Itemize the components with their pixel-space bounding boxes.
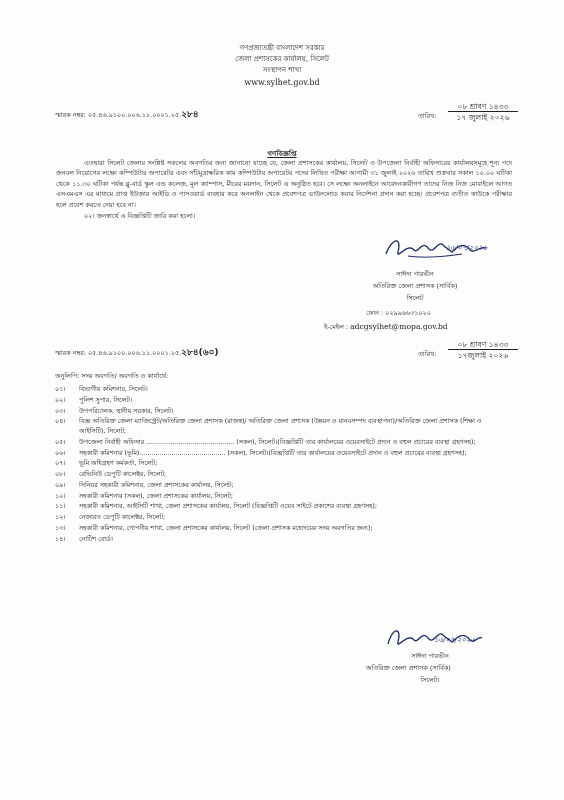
copy-list-number: ০৭। [55, 460, 66, 468]
copy-list-number: ০৪। [55, 418, 66, 426]
office-name: জেলা প্রশাসকের কার্যালয়, সিলেট [235, 55, 329, 63]
date-english-1: ১৭ জুলাই ২০২৬ [456, 113, 510, 122]
copy-list-text: বিভাগীয় কমিশনার, সিলেট। [79, 386, 148, 393]
copy-list-item [55, 449, 505, 459]
copy-list [55, 385, 505, 546]
copy-list-item [55, 481, 505, 491]
section-name: সংস্থাপন শাখা [262, 66, 302, 74]
signature-2-date: ১৬/০৭/২০২৬ [434, 636, 476, 644]
memo-number-label: স্মারক নম্বর: [55, 111, 86, 119]
notice-body-paragraph: এতদ্বারা সিলেট জেলার সংশ্লিষ্ট সকলের অবগতির জন্য জানানো যাচ্ছে যে, জেলা প্রশাসকের কার্যালয়, সিলেট ও উপজেলা নির্বাহী অফিসারের কার্যালয়সমূহে শূন্য পদে জনবল নিয়োগের লক্ষ্যে কম্পিউটার অপারেটর এবং সাঁটমুদ্রাক্ষরিক কাম কম্পিউটার অপারেটর পদের লিখিত পরীক্ষা আগামী ৩১ জুলাই ২০২৬ তারিখ শুক্রবার সকাল ১০.০০ ঘটিকা থেকে ১১.৩০ ঘটিকা পর্যন্ত ব্লু-বার্ড স্কুল এন্ড কলেজ, মূল ক্যাম্পাস, মীরের ময়দান, সিলেট এ অনুষ্ঠিত হবে। সে লক্ষ্যে অনলাইনে আবেদনকারীগণ তাদের নিজ নিজ মোবাইলে আগত এসএমএস এর মাধ্যমে প্রাপ্ত ইউজার আইডি ও পাসওয়ার্ড ব্যবহার করে অনলাইন থেকে প্রবেশপত্র ডাউনলোড করার নির্দেশনা প্রদান করা হচ্ছে। প্রবেশপত্র ব্যতীত কাউকে পরীক্ষার হলে প্রবেশ করতে দেয়া হবে না। [56, 159, 512, 209]
memo-number-value: ০৫.৪৬.৯১০০.০০৬.১১.০০০১.২৫. [87, 111, 182, 119]
copy-list-text: পুলিশ সুপার, সিলেট। [79, 396, 133, 404]
copy-list-item [55, 407, 505, 417]
copy-list-number: ০৩। [55, 407, 66, 415]
copy-list-text: সহকারী কমিশনার, গোপনীয় শাখা, জেলা প্রশাসকের কার্যালয়, সিলেট (জেলা প্রশাসক মহোদয়ের সদয় অবগতির জন্য); [79, 524, 373, 532]
date-block-2 [448, 340, 518, 360]
signer-1-location: সিলেট [406, 294, 424, 302]
copy-list-item [55, 396, 505, 406]
copy-list-number: ১৪। [55, 535, 66, 543]
signer-1-phone [366, 309, 431, 318]
copy-list-number: ০১। [55, 386, 66, 393]
memo-handwritten-suffix-2: ২৮৪(৬০) [181, 348, 219, 358]
copy-list-text: নেজারত ডেপুটি কালেক্টর, সিলেট; [79, 514, 166, 522]
memo-handwritten-suffix: ২৮৪ [181, 110, 199, 120]
copy-list-text: সহকারী কমিশনার (সকল), জেলা প্রশাসকের কার্যালয়, সিলেট; [79, 492, 233, 500]
memo-number-2 [55, 349, 219, 358]
copy-list-number: ০৫। [55, 438, 66, 446]
website-link[interactable]: www.sylhet.gov.bd [244, 78, 320, 87]
signer-1-designation: অতিরিক্ত জেলা প্রশাসক (সার্বিক) [372, 282, 458, 290]
notice-title: গণবিজ্ঞপ্তি [267, 150, 297, 158]
copy-list-item [55, 524, 505, 534]
signer-2-location: সিলেট। [420, 676, 440, 684]
copy-list-text: নোটিশ বোর্ড। [79, 535, 113, 543]
govt-title: গণপ্রজাতন্ত্রী বাংলাদেশ সরকার [239, 44, 325, 52]
email-label: ই-মেইল : [324, 323, 349, 331]
copy-list-text: সহকারী কমিশনার, আইসিটি শাখা, জেলা প্রশাসকের কার্যালয়, সিলেট (বিজ্ঞপ্তিটি ওয়েব সাইটে প্রকাশের ব্যবস্থা গ্রহণসহ); [79, 503, 377, 511]
copy-list-text: উপপরিচালক, স্থানীয় সরকার, সিলেট। [79, 407, 174, 415]
copy-list-number: ০৬। [55, 449, 66, 457]
copy-list-text: বিজ্ঞ অতিরিক্ত জেলা ম্যাজিস্ট্রেট/অতিরিক্ত জেলা প্রশাসক (রাজস্ব)/ অতিরিক্ত জেলা প্রশাসক (উন্নয়ন ও মানবসম্পদ ব্যবস্থাপনা)/অতিরিক্ত জেলা প্রশাসক (শিক্ষা ও আইসিটি), সিলেট; [79, 418, 482, 435]
notice-body-closing: ০২। জনস্বার্থে এ বিজ্ঞপ্তিটি জারি করা হলো। [84, 212, 196, 220]
signature-1-date: ১৬/০৭/২০২৬ [446, 244, 488, 252]
copy-intro: অনুলিপি: সদয় অবগতি/ অবগতি ও কার্যার্থে: [55, 372, 169, 380]
copy-list-number: ০২। [55, 396, 66, 404]
signer-2-name: সাঈদা পারভীন [411, 652, 449, 660]
copy-list-text: উপজেলা নির্বাহী অফিসার ............................................ (সকল), সিলেট।(বিজ্ঞপ্তিটি তার কার্যালয়ের ওয়েবসাইটে প্রদান ও বহুল প্রচারের ব্যবস্থা গ্রহণসহ); [79, 438, 476, 446]
copy-list-item [55, 513, 505, 523]
date-english-2: ১৭জুলাই ২০২৬ [457, 351, 509, 360]
signer-2-designation: অতিরিক্ত জেলা প্রশাসক (সার্বিক) [366, 664, 451, 672]
memo-number-label-2: স্মারক নম্বর: [55, 349, 86, 357]
copy-list-item [55, 492, 505, 502]
copy-list-text: রেভিনিউ ডেপুটি কালেক্টর, সিলেট; [79, 471, 167, 479]
date-bangla-1: ০৮ শ্রাবণ ১৪৩৩ [448, 102, 518, 112]
copy-list-number: ০৮। [55, 471, 66, 479]
email-address[interactable]: adcgsylhet@mopa.gov.bd [350, 322, 448, 331]
copy-list-number: ১২। [55, 514, 66, 522]
copy-list-text: ভূমি অধিগ্রহণ কর্মকর্তা, সিলেট; [79, 460, 158, 468]
copy-list-item [55, 459, 505, 469]
copy-list-item [55, 438, 505, 448]
signer-1-email [324, 322, 448, 332]
date-bangla-2: ০৮ শ্রাবণ ১৪৩৩ [448, 340, 518, 350]
copy-list-number: ০৯। [55, 481, 66, 489]
phone-number: ০২৯৯৬৬৩১০২০ [385, 309, 431, 317]
copy-list-number: ১৩। [55, 524, 66, 532]
copy-list-item [55, 385, 505, 395]
copy-list-number: ১০। [55, 492, 66, 500]
copy-list-number: ১১। [55, 503, 66, 511]
memo-number-1 [55, 111, 199, 120]
copy-list-item [55, 502, 505, 512]
date-label-2: তারিখ: [418, 350, 437, 358]
phone-label: ফোন : [366, 309, 384, 317]
date-block-1 [448, 102, 518, 122]
copy-list-item [55, 417, 505, 436]
copy-list-text: সহকারী কমিশনার (ভূমি)........................................... (সকল), সিলেট।(বিজ্ঞপ্তিটি তার কার্যালয়ের ওয়েবসাইটে প্রদান ও বহুল প্রচারের ব্যবস্থা গ্রহণসহ); [79, 449, 467, 457]
copy-list-item [55, 470, 505, 480]
memo-number-value-2: ০৫.৪৬.৯১০০.০০৬.১১.০০০১.২৫. [87, 349, 182, 357]
date-label-1: তারিখ: [418, 112, 437, 120]
signer-1-name: সাঈদা পারভীন [396, 270, 434, 278]
copy-list-text: সিনিয়র সহকারী কমিশনার, জেলা প্রশাসকের কার্যালয়, সিলেট; [79, 481, 234, 489]
copy-list-item [55, 535, 505, 545]
